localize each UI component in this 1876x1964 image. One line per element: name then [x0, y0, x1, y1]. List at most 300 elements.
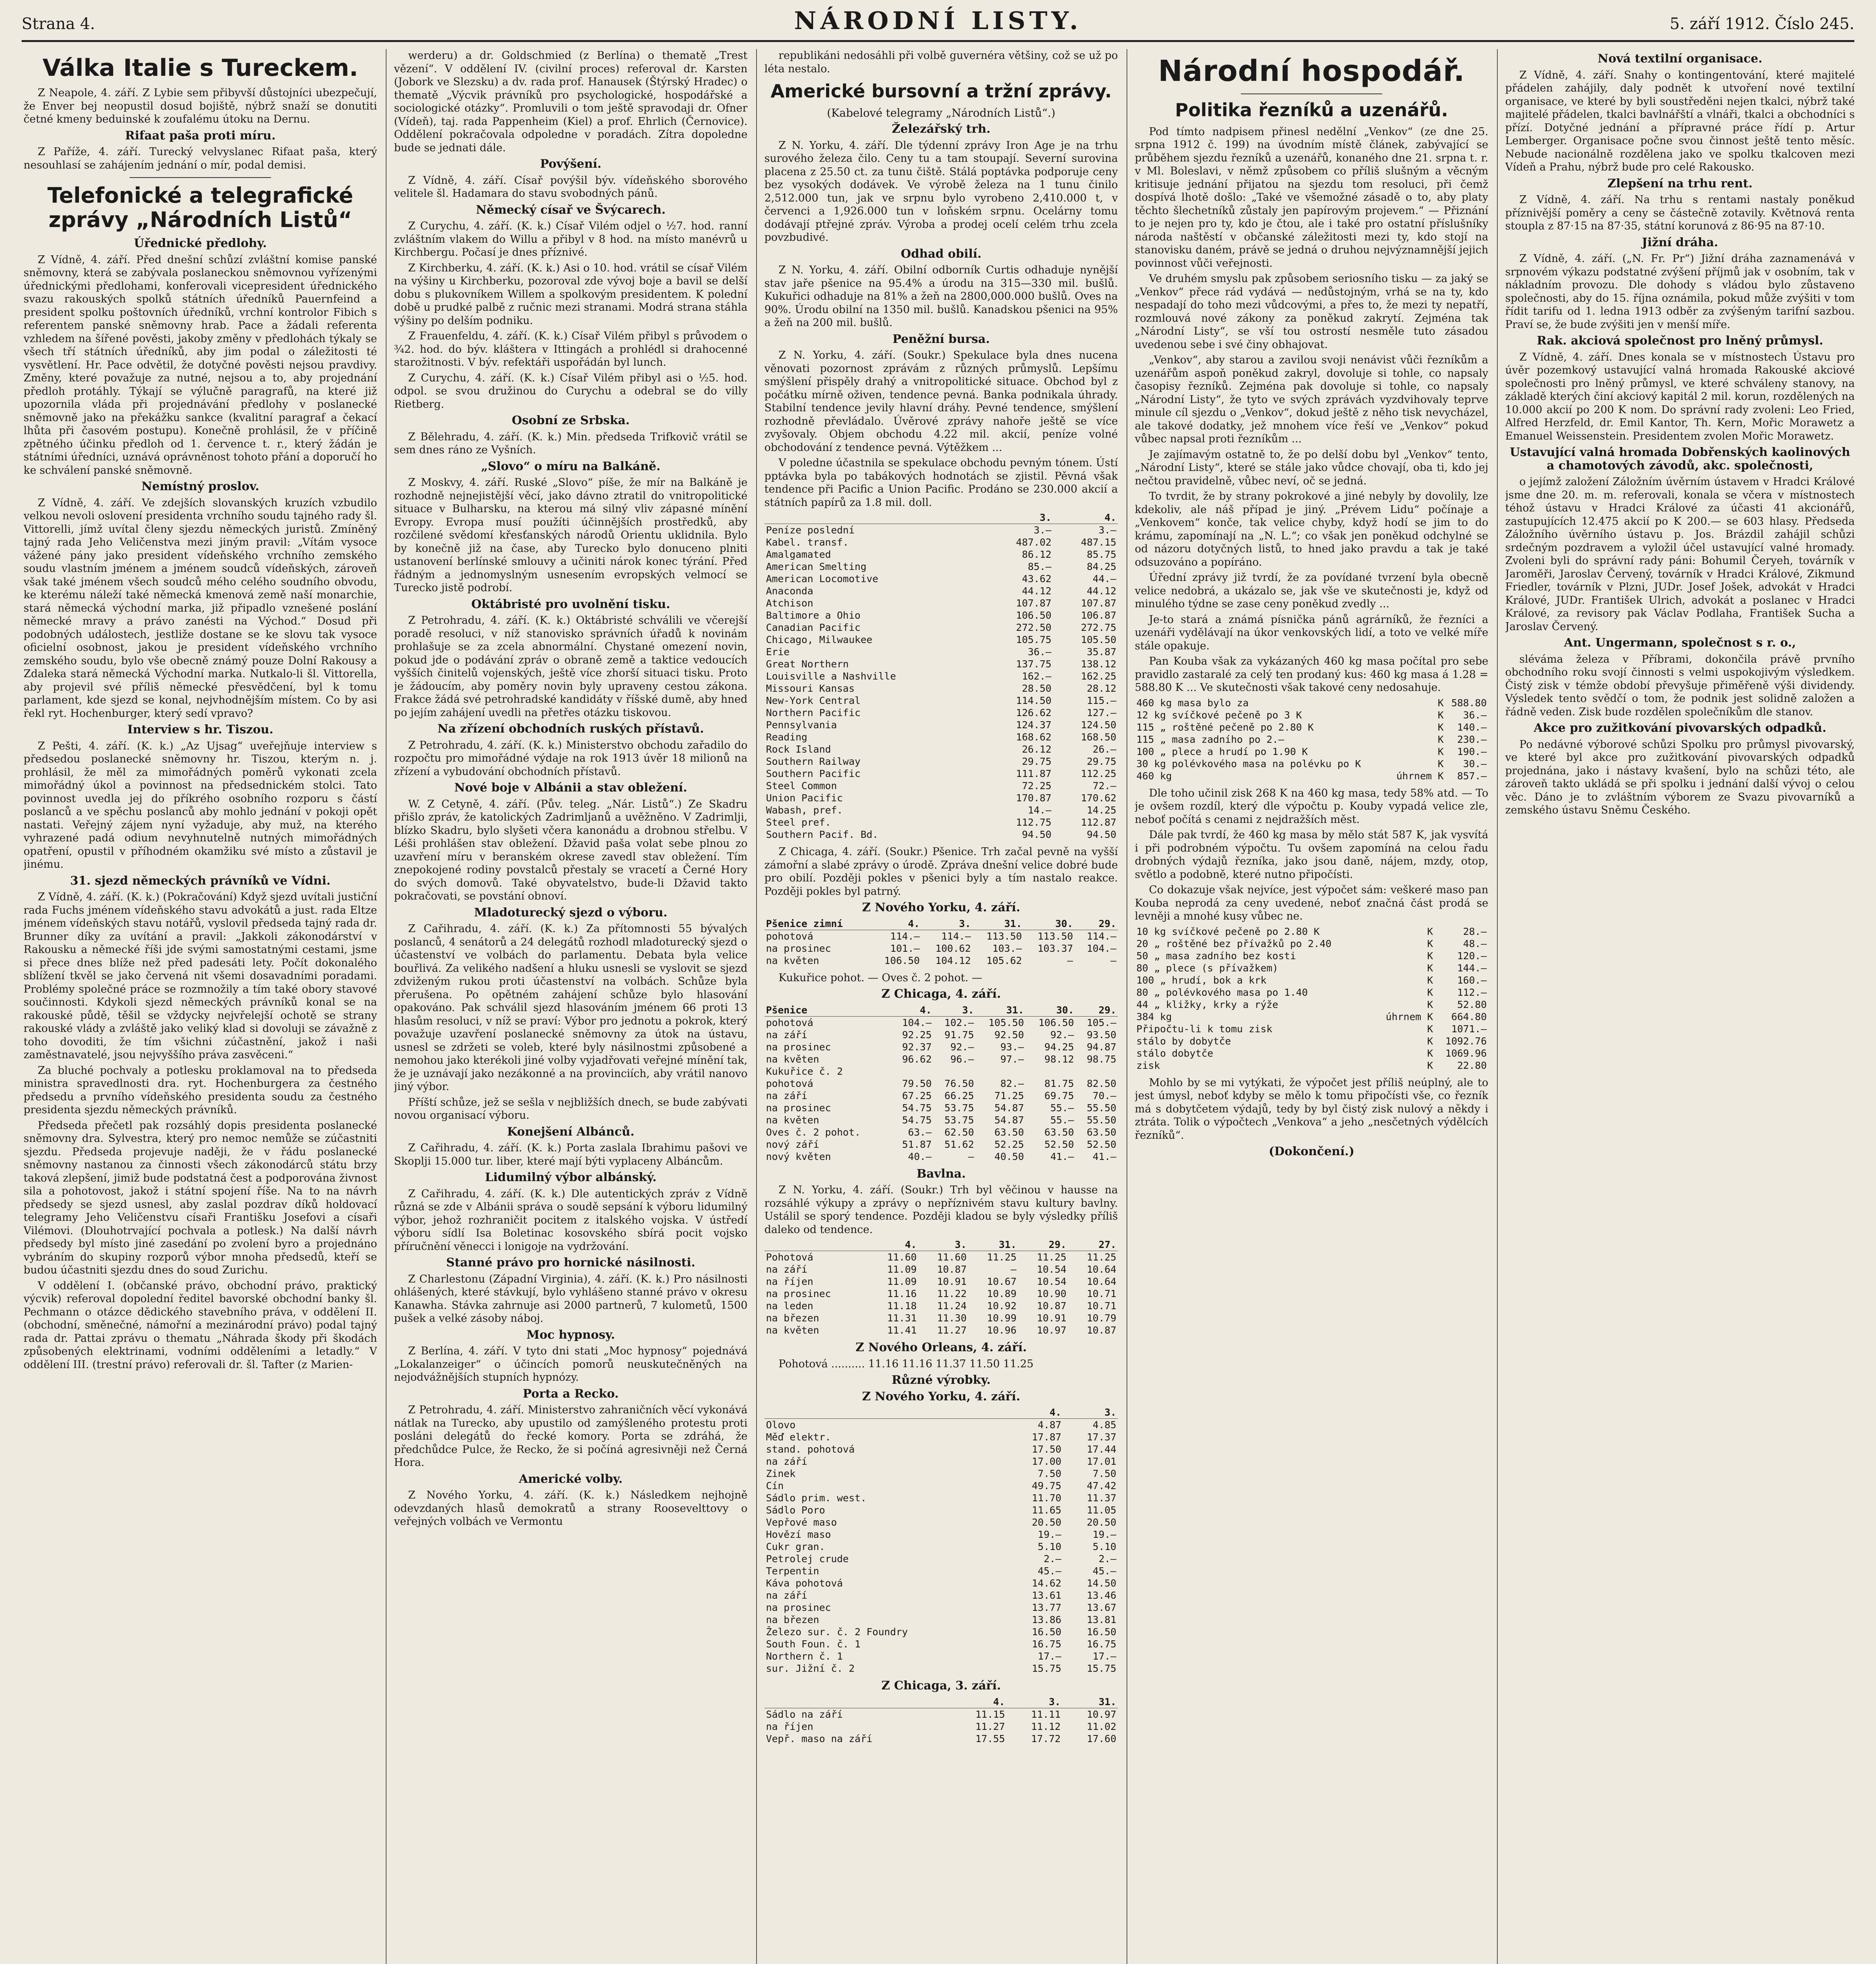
table-cell: 98.75: [1086, 1053, 1116, 1065]
table-cell: 103.—: [992, 942, 1022, 954]
subheading: Americké volby.: [518, 1472, 623, 1486]
table-cell: 91.75: [944, 1029, 974, 1041]
table-cell: 92.—: [950, 1041, 974, 1053]
continued-note: (Dokončení.): [1268, 1145, 1355, 1159]
table-cell: 126.62: [1016, 707, 1052, 719]
table-cell: 113.50: [986, 930, 1022, 942]
table-row: [764, 1114, 1118, 1126]
table-cell: 98.12: [1044, 1053, 1074, 1065]
table-row: [764, 1102, 1118, 1114]
table-cell: 20.50: [1031, 1517, 1062, 1528]
table-cell: 81.75: [1044, 1077, 1074, 1089]
table-cell: 10.67: [987, 1276, 1017, 1288]
table-cell: 26.12: [1022, 744, 1052, 755]
table-cell: 112.25: [1081, 768, 1116, 780]
table-cell: K: [1427, 986, 1433, 998]
table-row: [764, 585, 1118, 597]
article-text: To tvrdit, že by strany pokrokové a jiné nebyly by dovolily, lze kdekoliv, ale náš případ je jiný. „Prévem Lidu“ počínaje a „Venkovem“ konče, tak velice chyby, když hodí se jim to do krámu, zapomínají na „N. L.“; co však jen poněkud odchylné se od názoru dotyčných listů, to hned jako pravdu a tak je také odsuzováno a popíráno.: [1135, 490, 1488, 568]
table-row: [764, 670, 1118, 682]
table-cell: 10.87: [1037, 1300, 1066, 1312]
table-cell: 114.—: [941, 930, 971, 942]
table-cell: 19.—: [1037, 1529, 1062, 1541]
table-header-row: [764, 511, 1118, 524]
divider: [1241, 93, 1382, 94]
table-cell: 41.—: [1092, 1151, 1116, 1162]
table-row: [764, 621, 1118, 634]
table-row: [764, 816, 1118, 828]
table-cell: 14.25: [1086, 804, 1116, 816]
table-cell: 2.—: [1098, 1553, 1116, 1565]
table-cell: 106.50: [1038, 1017, 1074, 1028]
table-cell: 52.50: [1044, 1138, 1074, 1150]
table-cell: 43.62: [1022, 573, 1052, 585]
table-row: [764, 1492, 1118, 1504]
table-cell: Amalgamated: [766, 549, 831, 561]
table-row: [764, 1468, 1118, 1480]
table-cell: 10.54: [1037, 1276, 1066, 1288]
subheading: Interview s hr. Tiszou.: [127, 723, 273, 737]
subheading: Ustavující valná hromada Dobřenských kaolinových a chamotových závodů, akc. společnosti,: [1510, 445, 1850, 473]
table-row: [1135, 1059, 1488, 1072]
article-text: Za bluché pochvaly a potlesku proklamoval na to předseda ministra spravedlnosti dra. ryt. Hochenburgera za čestného předsedu a prvního vídeňského presidenta soudu za čestného presidenta sjezdu německých právníků.: [24, 1064, 377, 1116]
table-cell: 103.37: [1037, 942, 1073, 954]
table-cell: 272.75: [1081, 622, 1116, 634]
subheading: Rifaat paša proti míru.: [125, 128, 276, 143]
table-cell: 13.46: [1086, 1590, 1116, 1601]
table-row: [764, 1251, 1118, 1264]
table-cell: Wabash, pref.: [766, 804, 843, 816]
article-text: Z Petrohradu, 4. září. (K. k.) Oktábristé schválili ve včerejší poradě resoluci, v níž stanovisko správních úřadů k novinám prohlašuje se za zcela abnormální. Chystané omezení novin, pokud jde o podávání zpráv o obraně země a taktice vedoucích vyšších činitelů vojenských, ještě více zhorší situaci tisku. Proto je žádoucím, aby poměry novin byly upraveny cestou zákona. Frakce žádá své petrohradské kandidáty v říšské dumě, aby hned po jejím zahájení uvedli na přetřes otázku tiskovou.: [394, 614, 747, 719]
table-cell: 144.—: [1457, 962, 1487, 974]
table-cell: 17.37: [1086, 1431, 1116, 1443]
table-cell: 13.86: [1031, 1614, 1062, 1626]
article-text: Z Curychu, 4. září. (K. k.) Císař Vilém přibyl asi o ½5. hod. odpol. se svou družinou do Curychu a odebral se do villy Rietberg.: [394, 372, 747, 410]
subheading: Jižní dráha.: [1642, 235, 1718, 249]
table-cell: 104.—: [902, 1017, 932, 1028]
table-header-row: [764, 1238, 1118, 1251]
table-cell: 66.25: [944, 1090, 974, 1101]
table-cell: 76.50: [944, 1077, 974, 1089]
table-cell: 17.44: [1086, 1444, 1116, 1455]
table-cell: 14.—: [1028, 804, 1052, 816]
subheading: Moc hypnosy.: [526, 1328, 615, 1342]
table-cell: Sádlo Poro: [766, 1504, 825, 1516]
subheading: Porta a Recko.: [522, 1387, 619, 1401]
table-cell: pohotová: [766, 1017, 813, 1028]
table-cell: 16.75: [1031, 1638, 1062, 1650]
article-text: Z Vídně, 4. září. Snahy o kontingentování, které majitelé přádelen zahájily, daly podnět k utvoření nové textilní organisace, ve které by byli soustředěni nejen tkalci, nýbrž také majitelé přádelen, tkalci bavlnářští a vlnáři, tkalci a obchodníci s přízí. Dotyčné jednání a přípravné práce řídí p. Artur Lemberger. Organisace počne svou činnost ještě tento měsíc. Nebude nacionálně rozdělena jako ve spolku tkalcoven mezi Vídeň a Prahu, nýbrž bude pro celé Rakousko.: [1505, 69, 1855, 173]
article-text: Z Curychu, 4. září. (K. k.) Císař Vilém odjel o ½7. hod. ranní zvláštním vlakem do Willu a přibyl v 8 hod. na místo manévrů u Kirchbergu. Počasí je dnes příznivé.: [394, 220, 747, 258]
table-header-cell: 29.: [1075, 918, 1118, 930]
table-header-cell: 3.: [1007, 1696, 1063, 1708]
table-row: [764, 1455, 1118, 1468]
table-cell: Missouri Kansas: [766, 683, 855, 694]
table-cell: 15.75: [1086, 1663, 1116, 1675]
table-cell: 11.27: [937, 1325, 967, 1336]
table-row: [764, 1077, 1118, 1090]
table-cell: 460 kg masa bylo za: [1136, 697, 1249, 709]
table-cell: 112.—: [1457, 986, 1487, 998]
article-text: Z Vídně, 4. září. Na trhu s rentami nastaly poněkud příznivější poměry a ceny se částečně zotavily. Květnová renta stoupla z 87·15 na 87·35, státní korunová z 86·95 na 87·10.: [1505, 194, 1855, 232]
subheading: Z Nového Orleans, 4. září.: [856, 1341, 1027, 1355]
headline-americke-bursy: Americké bursovní a tržní zprávy.: [770, 81, 1112, 102]
table-cell: 11.27: [975, 1720, 1005, 1732]
table-cell: Northern Pacific: [766, 707, 861, 719]
table-cell: 13.77: [1031, 1602, 1062, 1614]
article-text: Z Frauenfeldu, 4. září. (K. k.) Císař Vilém přibyl s průvodem o ¾2. hod. do býv. kláštera v Ittingách a prohlédl si drahocenné starožitnosti. V býv. refektáři uspořádán byl lunch.: [394, 330, 747, 368]
subheading: Na zřízení obchodních ruských přístavů.: [437, 722, 704, 736]
table-cell: 10.54: [1037, 1264, 1066, 1275]
table-row: [764, 768, 1118, 780]
table-cell: K: [1427, 962, 1433, 974]
article-text: Z Neapole, 4. září. Z Lybie sem přibyvší důstojníci ubezpečují, že Enver bej neopustil dosud bojiště, nýbrž snaží se donutiti četné kmeny beduinské k zoufalému útoku na Dernu.: [24, 87, 377, 125]
table-cell: 11.05: [1086, 1504, 1116, 1516]
table-row: [764, 1614, 1118, 1626]
table-cell: 54.75: [902, 1102, 932, 1114]
table-cell: [933, 1065, 976, 1077]
table-cell: Kabel. transf.: [766, 537, 849, 548]
article-text: Mohlo by se mi vytýkati, že výpočet jest příliš neúplný, ale to jest úmysl, neboť kdyby se mělo k tomu připočísti vše, co řezník má s dobytčetem výdajů, tedy by byl čistý zisk nulový a někdy i ztráta. Tolik o výpočtech „Venkova“ a jeho „nesčetných výdělcích řezníků“.: [1135, 1076, 1488, 1141]
page-header: [22, 4, 1854, 41]
table-cell: úhrnem K: [1396, 770, 1444, 782]
table-cell: Sádlo prim. west.: [766, 1492, 867, 1504]
table-cell: na prosinec: [766, 1288, 831, 1300]
table-cell: 11.70: [1031, 1492, 1062, 1504]
table-cell: Southern Railway: [766, 756, 861, 768]
article-text: Kukuřice pohot. — Oves č. 2 pohot. —: [779, 971, 982, 984]
table-cell: Canadian Pacific: [766, 622, 861, 634]
table-cell: 94.50: [1086, 829, 1116, 841]
table-cell: 17.87: [1031, 1431, 1062, 1443]
table-cell: 29.75: [1086, 756, 1116, 768]
table-cell: Louisville a Nashville: [766, 671, 896, 682]
table-cell: 5.10: [1092, 1541, 1116, 1553]
table-cell: Sádlo na září: [766, 1708, 843, 1720]
table-cell: Cín: [766, 1480, 784, 1492]
chicago-wheat-table: [764, 1004, 1118, 1163]
table-cell: 16.50: [1031, 1626, 1062, 1638]
article-text: Z Moskvy, 4. září. Ruské „Slovo“ píše, že mír na Balkáně je rozhodně nejnejistější věcí, jako dávno ztratil do vnitropolitické situace v Bulharsku, na kterou má silný vliv zápasné mínění Evropy. Evropa musí použíti účinnějších prostředků, aby rozčilené svědomí křesťanských národů Orientu uklidnila. Bylo by konečně již na čase, aby Turecko bylo donuceno plniti ustanovení berlínské smlouvy a učiniti nárok konec týrání. Před řádným a jednomyslným usnesením evropských velmocí se Turecko jistě podrobí.: [394, 476, 747, 594]
table-cell: 52.80: [1457, 998, 1487, 1010]
table-cell: 29.75: [1022, 756, 1052, 768]
table-header-cell: 27.: [1068, 1238, 1118, 1251]
table-header-cell: 3.: [922, 918, 973, 930]
table-header-cell: [764, 511, 988, 524]
table-cell: 82.—: [1000, 1077, 1024, 1089]
table-header-cell: 4.: [1008, 1406, 1063, 1419]
table-row: [764, 597, 1118, 609]
table-cell: 272.50: [1016, 622, 1052, 634]
table-row: [1135, 962, 1488, 974]
table-cell: New-York Central: [766, 695, 861, 707]
table-row: [764, 1708, 1118, 1720]
column-5: [1505, 49, 1855, 1964]
table-cell: 124.50: [1081, 719, 1116, 731]
table-cell: 51.87: [902, 1138, 932, 1150]
table-cell: [1026, 1065, 1075, 1077]
table-row: [1135, 974, 1488, 986]
subheading: Nová textilní organisace.: [1598, 52, 1762, 66]
table-header-cell: 4.: [951, 1696, 1007, 1708]
table-row: [764, 1126, 1118, 1138]
table-cell: Northern č. 1: [766, 1651, 843, 1662]
table-cell: 168.50: [1081, 731, 1116, 743]
table-cell: 47.42: [1086, 1480, 1116, 1492]
table-cell: —: [1067, 955, 1073, 966]
article-text: sléváma železa v Příbrami, dokončila právě prvního obchodního roku svojí činnosti s velmi uspokojivým výsledkem. Čistý zisk v témže období převyšuje přiměřeně výši dividendy. Výsledek tento svědčí o tom, že podnik jest solidně založen a řádně veden. Zisk bude rozdělen společníkům dle stanov.: [1505, 653, 1855, 718]
table-row: [764, 561, 1118, 573]
subheading: Z Chicaga, 3. září.: [881, 1679, 1001, 1693]
table-cell: Reading: [766, 731, 808, 743]
table-cell: 10.64: [1086, 1264, 1116, 1275]
subheading: Z Nového Yorku, 4. září.: [862, 901, 1020, 915]
table-cell: 51.62: [944, 1138, 974, 1150]
table-cell: 30.—: [1463, 758, 1487, 769]
table-cell: 11.15: [975, 1708, 1005, 1720]
table-cell: —: [1010, 1264, 1017, 1275]
subheading: Lidumilný výbor albánský.: [485, 1171, 657, 1184]
table-cell: 168.62: [1016, 731, 1052, 743]
table-row: [764, 1312, 1118, 1324]
article-text: Příští schůze, jež se sešla v nejbližších dnech, se bude zabývati novou organisací výboru.: [394, 1096, 747, 1121]
article-text: Z Vídně, 4. září. (K. k.) (Pokračování) Když sjezd uvítali justiční rada Fuchs jménem vídeňského stavu advokátů a just. rada Eltze jménem vídeňských stavu notářů, vyslovil předseda tajný rada dr. Brunner díky za uvítání a pravil: „Jakkoli zákonodárství v Rakousku a německé říši jde svými samostatnými cestami, jsme si přece dnes blíže než před padesáti lety. Počít dokonalého sblížení tkvěl se jako červená nit všemi dosavadními poradami. Problémy společné práce se rozmnožily a tím také obory stavové součinnosti. Kdykoli sjezd německých právníků konal se na rakouské půdě, těšil se vždycky nejvřelejší ochotě se strany rakouské vlády a zvláště jako veliký klad si dovoluji se závažně z toho dovoditi, že tím všichni zúčastnění, jakož i naši zaměstnavatelé, jsou nejvyššího práva zasvěceni.“: [24, 891, 377, 1061]
column-3: [764, 49, 1118, 1964]
table-cell: 44.12: [1086, 585, 1116, 597]
table-cell: 2.—: [1043, 1553, 1062, 1565]
divider: [130, 177, 271, 178]
table-cell: 106.87: [1081, 610, 1116, 621]
table-cell: 11.65: [1031, 1504, 1062, 1516]
table-row: [764, 524, 1118, 537]
table-cell: 100 „ plece a hrudí po 1.90 K: [1136, 746, 1308, 757]
table-cell: —: [968, 1151, 974, 1162]
table-cell: 10.64: [1086, 1276, 1116, 1288]
subheading: Oktábristé pro uvolnění tisku.: [471, 597, 671, 611]
table-cell: 10.87: [937, 1264, 967, 1275]
table-cell: úhrnem K: [1385, 1011, 1433, 1022]
subheading: Povýšení.: [540, 157, 602, 171]
table-cell: 62.50: [944, 1126, 974, 1138]
table-cell: na květen: [766, 1325, 819, 1336]
table-cell: 11.25: [1037, 1251, 1066, 1263]
subheading: Z Nového Yorku, 4. září.: [862, 1389, 1020, 1403]
table-cell: 96.62: [902, 1053, 932, 1065]
table-row: [764, 694, 1118, 707]
table-row: [764, 646, 1118, 658]
table-cell: 487.02: [1016, 537, 1052, 548]
table-cell: 54.87: [994, 1114, 1024, 1126]
table-cell: 26.—: [1092, 744, 1116, 755]
table-cell: 11.30: [937, 1312, 967, 1324]
table-cell: 41.—: [1050, 1151, 1074, 1162]
article-text: Předseda přečetl pak rozsáhlý dopis presidenta poslanecké sněmovny dra. Sylvestra, který pro nemoc nemůže se zúčastniti sjezdu. Předseda projevuje naději, že v řádu poslanecké sněmovny nastanou za činnosti všech zákonodárců státu brzy taková zlepšení, jimiž bude podstatná čest a podporována živnost sila a pohotovost, jakož i státní spojení říše. Na to na návrh předsedy se sjezd usnesl, aby zaslal pozdrav díků holdovací telegramy Jeho Veličenstvu císaři Františku Josefovi a císaři Vilémovi. (Dlouhotrvající pochvala a potlesk.) Na další návrh předsedy byl místo jiné zasedání po zvolení byro a projednáno vybráním do skupiny rozporů výbor mnoha předsedů, kteří se budou účastniti sjezdu dnes do soud Zurichu.: [24, 1119, 377, 1277]
table-cell: 107.87: [1016, 597, 1052, 609]
table-row: [764, 792, 1118, 804]
table-cell: 30 kg polévkového masa na polévku po K: [1136, 758, 1361, 769]
table-cell: 54.87: [994, 1102, 1024, 1114]
table-cell: 94.87: [1086, 1041, 1116, 1053]
table-cell: 11.18: [887, 1300, 917, 1312]
table-cell: 63.50: [994, 1126, 1024, 1138]
table-cell: 40.50: [994, 1151, 1024, 1162]
table-header-cell: 4.: [1053, 511, 1118, 524]
table-cell: 10.99: [987, 1312, 1017, 1324]
table-row: [764, 1626, 1118, 1638]
table-cell: 664.80: [1451, 1011, 1487, 1022]
table-cell: 16.75: [1086, 1638, 1116, 1650]
table-row: [764, 955, 1118, 967]
table-cell: na prosinec: [766, 1041, 831, 1053]
table-cell: 22.80: [1457, 1059, 1487, 1071]
table-row: [764, 1528, 1118, 1541]
column-separator: [386, 49, 387, 1964]
article-text: Z Vídně, 4. září. Ve zdejších slovanských kruzích vzbudilo velkou nevoli oslovení presidenta vrchního soudu tajného rady šl. Vittorelli, jímž uvítal členy sjezdu německých juristů. Zmíněný tajný rada Jeho Veličenstva mezi jiným pravil: „Vítám vysoce vážené pány jako president vídeňského vrchního zemského soudu vlastním jménem a jménem soudců vídeňských, zároveň však také jménem všech soudců mého celého soudního obvodu, ke kterému náleží také německá kmenová země naší monarchie, stará německá východní marka, již připadlo vznešené poslání německé mravy a právo zanésti na Východ.“ Dosud při podobných událostech, jestliže dostane se ke slovu tak vysoce oficielní osobnost, jakou je president vídeňského vrchního zemského soudu, bylo vše obecně známý pouze Dolní Rakousy a Zdaleka stará německá Východní marka. Nutkalo-li šl. Vittorella, aby projevil své příliš německé přesvědčení, byl k tomu parlament, kde sjezd se konal, nejvhodnějším místem. Co by asi řekl ryt. Hochenburger, který sedí vpravo?: [24, 496, 377, 720]
table-row: [764, 828, 1118, 841]
table-cell: zisk: [1136, 1059, 1160, 1071]
table-cell: 71.25: [994, 1090, 1024, 1101]
table-row: [764, 1638, 1118, 1650]
table-cell: K: [1427, 974, 1433, 986]
table-cell: 112.87: [1081, 817, 1116, 828]
table-cell: 17.50: [1031, 1444, 1062, 1455]
table-row: [1135, 697, 1488, 709]
table-cell: sur. Jižní č. 2: [766, 1663, 855, 1675]
article-text: o jejímž založení Záložním úvěrním ústavem v Hradci Králové jsme dne 20. m. m. referovali, konala se včera v místnostech téhož ústavu v Hradci Králové za účasti 41 akcionářů, zastupujících 12.475 akcií po K 200.— se 603 hlasy. Předseda Záložního úvěrního ústavu p. Jos. Brázdil zahájil schůzi srdečným pozdravem a vyložil účel ustavující valné hromady. Zvoleni byli do správní rady páni: Bohumil Čeryeh, továrník v Jaroměři, Jaroslav Červený, továrník v Hradci Králové, Zikmund Friedler, továrník v Plzni, JUDr. Josef Jošek, advokát v Hradci Králové, JUDr. František Ulrich, advokát a poslanec v Hradci Králové, za revisory pak Václav Podlaha, František Sucha a Jaroslav Červený.: [1505, 476, 1855, 633]
subheading: Stanné právo pro hornické násilnosti.: [446, 1256, 696, 1270]
table-cell: 105.—: [1086, 1017, 1116, 1028]
column-2: [394, 49, 747, 1964]
table-cell: K: [1438, 746, 1444, 757]
table-cell: Steel pref.: [766, 817, 831, 828]
table-row: [764, 609, 1118, 621]
table-row: [764, 1504, 1118, 1516]
table-row: [764, 1300, 1118, 1312]
table-cell: 82.50: [1086, 1077, 1116, 1089]
table-cell: Železo sur. č. 2 Foundry: [766, 1626, 908, 1638]
table-cell: 113.50: [1037, 930, 1073, 942]
table-row: [1135, 986, 1488, 998]
subheading-note: (Kabelové telegramy „Národních Listů“.): [827, 106, 1055, 119]
table-row: [764, 1662, 1118, 1675]
table-cell: 1092.76: [1445, 1035, 1487, 1047]
subheading: Různé výrobky.: [892, 1373, 991, 1387]
subheading: Zlepšení na trhu rent.: [1607, 176, 1753, 191]
table-row: [764, 1065, 1118, 1077]
table-cell: 93.50: [1086, 1029, 1116, 1041]
table-row: [764, 634, 1118, 646]
table-cell: 115 „ roštěné pečeně po 2.80 K: [1136, 721, 1314, 733]
table-row: [1135, 925, 1488, 938]
table-cell: 115.—: [1086, 695, 1116, 707]
table-cell: 85.75: [1086, 549, 1116, 561]
article-text: Z Vídně, 4. září. Dnes konala se v místnostech Ústavu pro úvěr pozemkový ustavující valná hromada Rakouské akciové společnosti pro lněný průmysl, ve které schváleny stanovy, na základě kterých činí akciový kapitál 2 mil. korun, rozdělených na 10.000 akcií po 200 K nom. Do správní rady zvoleni: Leo Fried, Alfred Herzfeld, dr. Emil Kantor, Th. Kern, Mořic Morawetz a Emanuel Weissenstein. Presidentem zvolen Mořic Morawetz.: [1505, 351, 1855, 442]
page-number: Strana 4.: [22, 15, 95, 33]
table-cell: 50 „ masa zadního bez kosti: [1136, 950, 1296, 962]
table-row: [764, 1650, 1118, 1662]
table-cell: 162.—: [1022, 671, 1052, 682]
table-cell: 14.50: [1086, 1577, 1116, 1589]
table-header-cell: 30.: [1026, 1004, 1075, 1017]
article-text: Z Petrohradu, 4. září. (K. k.) Ministerstvo obchodu zařadilo do rozpočtu pro mimořádné výdaje na rok 1913 úvěr 18 milionů na zřízení a vybudování obchodních přístavů.: [394, 739, 747, 778]
table-cell: 53.75: [944, 1102, 974, 1114]
table-row: [764, 1263, 1118, 1275]
table-cell: 97.—: [1000, 1053, 1024, 1065]
table-cell: na září: [766, 1456, 808, 1468]
table-cell: 12 kg svíčkové pečeně po 3 K: [1136, 709, 1302, 721]
table-cell: 106.50: [1016, 610, 1052, 621]
table-cell: na květen: [766, 1053, 819, 1065]
table-cell: 138.12: [1081, 658, 1116, 670]
table-cell: 17.—: [1037, 1651, 1062, 1662]
subheading: Mladoturecký sjezd o výboru.: [474, 905, 668, 920]
table-cell: 10.92: [987, 1300, 1017, 1312]
table-cell: 63.50: [1086, 1126, 1116, 1138]
table-row: [764, 1151, 1118, 1163]
table-header-cell: Pšenice zimní: [764, 918, 870, 930]
article-text: Z Vídně, 4. září. („N. Fr. Pr“) Jižní dráha zaznamenává v srpnovém výkazu podstatné zvýšení příjmů jak v osobním, tak v nákladním provozu. Dle dohody s vládou bylo zůstaveno společnosti, aby do 15. října oznámila, pokud může zvýšiti v tom řídit tarifu od 1. ledna 1913 odběr za zvýšeným tarifní sazbou. Praví se, že bude zvýšiti jen v menší míře.: [1505, 253, 1855, 331]
table-cell: stálo dobytče: [1136, 1047, 1213, 1059]
table-cell: na září: [766, 1264, 808, 1275]
table-cell: 11.25: [987, 1251, 1017, 1263]
column-4: [1135, 49, 1488, 1964]
article-text: Ve druhém smyslu pak způsobem seriosního tisku — za jaký se „Venkov“ přece rád vydává — nedůstojným, vrhá se na ty, kdo nespadají do toho mezi vůdcovými, a přes to, že mezi ty nepatří, rozmlouvá nové zákony za poněkud zakrytí. Zejména tak „Národní Listy“, se vší tou ostrostí nesměle tuto zásadou uvedenou sebe i své činy obhajovat.: [1135, 273, 1488, 351]
table-cell: 17.55: [975, 1733, 1005, 1744]
table-cell: Pohotová: [766, 1251, 813, 1263]
table-cell: 10 kg svíčkové pečeně po 2.80 K: [1136, 925, 1320, 937]
table-cell: 17.01: [1086, 1456, 1116, 1468]
table-cell: 69.75: [1044, 1090, 1074, 1101]
table-cell: na březen: [766, 1312, 819, 1324]
table-row: [764, 682, 1118, 694]
table-row: [1135, 1011, 1488, 1023]
article-text: Pan Kouba však za vykázaných 460 kg masa počítal pro sebe pravidlo zastaralé za celý ten prodaný kus: 460 kg masa á 1.28 = 588.80 K ... Ve skutečnosti však takové ceny nedosahuje.: [1135, 655, 1488, 694]
table-cell: 55.—: [1050, 1102, 1074, 1114]
table-cell: nový září: [766, 1138, 819, 1150]
table-cell: American Smelting: [766, 561, 867, 573]
table-cell: 92.—: [1050, 1029, 1074, 1041]
table-header-cell: 3.: [1063, 1406, 1118, 1419]
table-cell: 105.62: [986, 955, 1022, 966]
table-row: [764, 1419, 1118, 1431]
table-cell: 101.—: [890, 942, 920, 954]
subheading: Nové boje v Albánii a stav obležení.: [454, 781, 687, 795]
table-row: [764, 707, 1118, 719]
table-cell: 28.12: [1086, 683, 1116, 694]
table-cell: 11.25: [1086, 1251, 1116, 1263]
table-row: [1135, 950, 1488, 962]
table-cell: 94.25: [1044, 1041, 1074, 1053]
article-text: V oddělení I. (občanské právo, obchodní právo, praktický výcvik) referoval dopolední ředitel bavorské obchodní banky šl. Pechmann o otázce dědického stavebního práva, v oddělení II. (obchodní, směnečné, námořní a mezinárodní právo) podal tajný rada dr. Pattai zprávu o thematu „Náhrada škody při škodách způsobených elektrinami, vodními odděleními a letadly.“ V oddělení III. (trestní právo) referovali dr. šl. Tafter (z Marien-: [24, 1279, 377, 1371]
table-cell: na květen: [766, 1114, 819, 1126]
table-cell: Připočtu-li k tomu zisk: [1136, 1023, 1273, 1035]
table-cell: 384 kg: [1136, 1011, 1172, 1022]
table-cell: Terpentin: [766, 1565, 819, 1577]
table-cell: 114.50: [1016, 695, 1052, 707]
table-row: [764, 548, 1118, 561]
table-cell: Rock Island: [766, 744, 831, 755]
table-cell: 10.89: [987, 1288, 1017, 1300]
table-row: [1135, 998, 1488, 1011]
table-cell: Chicago, Milwaukee: [766, 634, 872, 646]
table-cell: 11.60: [887, 1251, 917, 1263]
table-cell: 44.12: [1022, 585, 1052, 597]
table-header-cell: 30.: [1024, 918, 1075, 930]
table-cell: Great Northern: [766, 658, 849, 670]
table-row: [764, 1733, 1118, 1745]
table-row: [1135, 758, 1488, 770]
table-cell: nový květen: [766, 1151, 831, 1162]
article-text: Z Vídně, 4. září. Císař povýšil býv. vídeňského sborového velitele šl. Hadamara do stavu svobodných pánů.: [394, 174, 747, 200]
